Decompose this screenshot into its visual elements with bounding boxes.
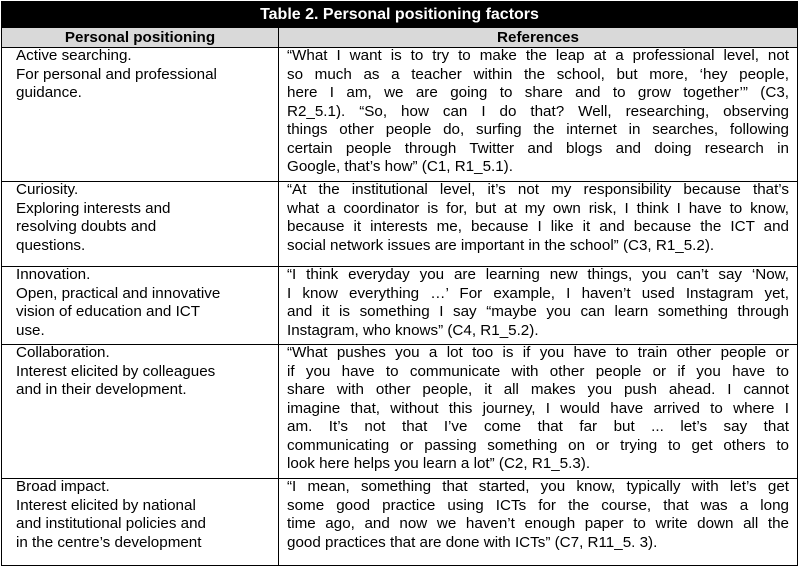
reference-line: am. It’s not that I’ve come that far but ... let’s say that: [287, 418, 789, 435]
reference-cell: [287, 47, 789, 177]
factor-description-line: use.: [16, 321, 45, 339]
table-row: [2, 47, 797, 182]
reference-cell: [287, 344, 789, 474]
factor-cell: [2, 47, 278, 103]
reference-line: if you have to communicate with other people or if you have to: [287, 362, 789, 380]
reference-line: some good practice using ICTs for the course, that was a long: [287, 496, 789, 514]
reference-line: Instagram, who knows” (C4, R1_5.2).: [287, 321, 539, 339]
factor-cell: [2, 266, 278, 340]
factor-description-line: vision of education and ICT: [16, 303, 201, 320]
reference-line: Google, that’s how” (C1, R1_5.1).: [287, 158, 513, 175]
reference-line: imagine that, without this journey, I would have arrived to where I: [287, 399, 789, 417]
reference-line: certain people through Twitter and blogs and doing research in: [287, 139, 789, 157]
factor-name: Innovation.: [16, 266, 91, 283]
reference-cell: [287, 266, 789, 340]
reference-line: share with other people, it all makes you push ahead. I cannot: [287, 381, 789, 398]
factor-cell: [2, 478, 278, 552]
reference-line: R2_5.1). “So, how can I do that? Well, researching, observing: [287, 102, 789, 120]
factor-description-line: Open, practical and innovative: [16, 284, 221, 302]
reference-line: look here helps you learn a lot” (C2, R1_5.3).: [287, 455, 591, 472]
reference-line: I know everything …’ For example, I haven’t used Instagram yet,: [287, 284, 789, 302]
factor-description-line: and in their development.: [16, 381, 187, 398]
header-references: References: [497, 29, 579, 46]
reference-line: and it is something I say “maybe you can learn something through: [287, 303, 789, 320]
table-title: Table 2. Personal positioning factors: [2, 2, 797, 28]
table-row: [2, 181, 797, 267]
reference-line: “I mean, something that started, you know, typically with let’s get: [287, 478, 789, 495]
reference-line: what a coordinator is for, but at my own risk, I think I have to know,: [287, 199, 789, 217]
reference-line: good practices that are done with ICTs” (C7, R11_5. 3).: [287, 533, 658, 551]
reference-line: social network issues are important in the school” (C3, R1_5.2).: [287, 236, 715, 254]
reference-line: “What I want is to try to make the leap at a professional level, not: [287, 47, 789, 64]
reference-line: “What pushes you a lot too is if you have to train other people or: [287, 344, 789, 361]
factor-name: Collaboration.: [16, 344, 110, 361]
reference-line: “At the institutional level, it’s not my responsibility because that’s: [287, 181, 789, 198]
factor-name: Broad impact.: [16, 478, 110, 495]
reference-line: communicating or passing something on or trying to get others to: [287, 436, 789, 454]
factor-description-line: Interest elicited by colleagues: [16, 362, 216, 380]
reference-cell: [287, 181, 789, 255]
factor-description-line: resolving doubts and: [16, 218, 157, 235]
factor-description-line: and institutional policies and: [16, 515, 206, 532]
reference-cell: [287, 478, 789, 552]
factor-description-line: Interest elicited by national: [16, 496, 196, 514]
table-header-row: [2, 28, 797, 48]
factor-description-line: questions.: [16, 236, 86, 254]
reference-line: “I think everyday you are learning new things, you can’t say ‘Now,: [287, 266, 789, 283]
factor-description-line: guidance.: [16, 84, 82, 101]
reference-line: so much as a teacher within the school, but more, ‘hey people,: [287, 65, 789, 83]
reference-line: here I am, we are going to share and to grow together’” (C3,: [287, 84, 789, 101]
reference-line: time ago, and now we haven’t enough paper to write down all the: [287, 515, 789, 532]
factor-name: Active searching.: [16, 47, 132, 64]
factor-description-line: Exploring interests and: [16, 199, 171, 217]
factor-cell: [2, 344, 278, 400]
factor-description-line: For personal and professional: [16, 65, 217, 83]
factor-name: Curiosity.: [16, 181, 79, 198]
reference-line: things other people do, surfing the internet in searches, following: [287, 121, 789, 138]
table-row: [2, 478, 797, 566]
table-row: [2, 344, 797, 479]
header-personal-positioning: Personal positioning: [64, 29, 216, 46]
factor-description-line: in the centre’s development: [16, 533, 202, 551]
positioning-table: [1, 1, 798, 566]
table-row: [2, 266, 797, 345]
factor-cell: [2, 181, 278, 255]
reference-line: because it interests me, because I like it and because the ICT and: [287, 218, 789, 235]
